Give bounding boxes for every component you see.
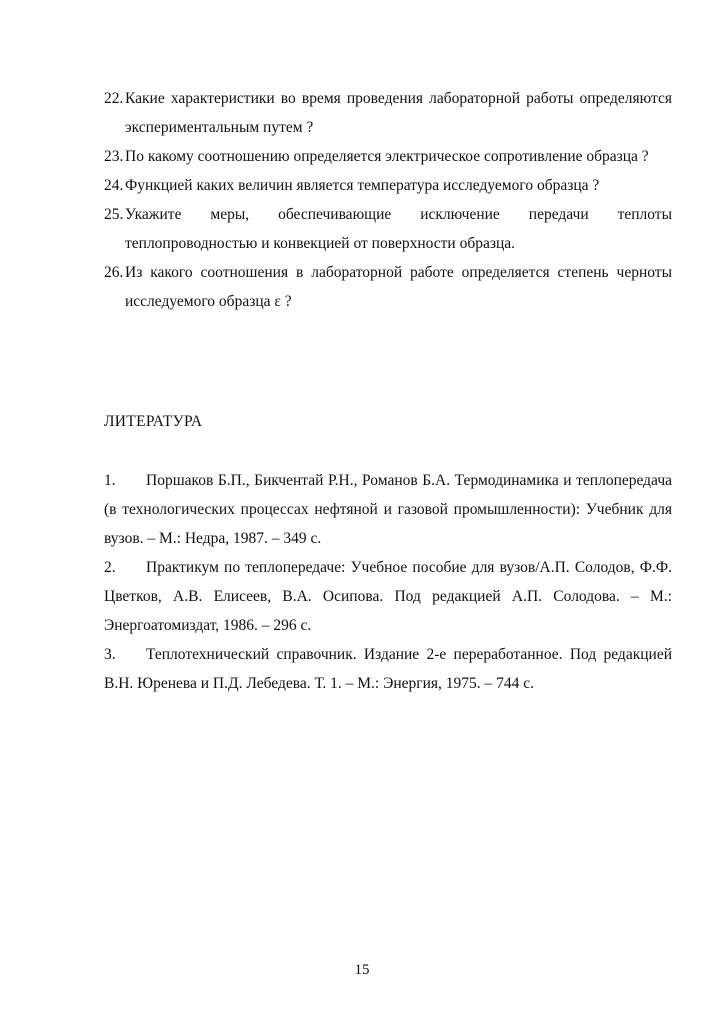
question-number: 22.	[104, 90, 124, 107]
reference-number: 1.	[104, 472, 116, 489]
question-item	[104, 142, 672, 171]
reference-item	[104, 553, 672, 640]
page-number: 15	[354, 962, 370, 978]
question-text: Какие характеристики во время проведения лабораторной работы определяются экспериментальным путем ?	[125, 90, 672, 136]
question-item	[104, 171, 672, 200]
question-number: 24.	[104, 177, 124, 194]
question-item	[104, 200, 672, 258]
reference-text: Практикум по теплопередаче: Учебное пособие для вузов/А.П. Солодов, Ф.Ф. Цветков, А.В. Елисеев, В.А. Осипова. Под редакцией А.П. Солодова. – М.: Энергоатомиздат, 1986. – 296 с.	[104, 559, 672, 634]
reference-number: 2.	[104, 559, 116, 576]
reference-text: Поршаков Б.П., Бикчентай Р.Н., Романов Б.А. Термодинамика и теплопередача (в технологических процессах нефтяной и газовой промышленности): Учебник для вузов. – М.: Недра, 1987. – 349 с.	[104, 472, 672, 547]
reference-item	[104, 640, 672, 698]
reference-text: Теплотехнический справочник. Издание 2-е переработанное. Под редакцией В.Н. Юренева и П.Д. Лебедева. Т. 1. – М.: Энергия, 1975. – 744 с.	[104, 646, 672, 692]
question-number: 26.	[104, 264, 124, 281]
reference-number: 3.	[104, 646, 116, 663]
question-number: 23.	[104, 148, 124, 165]
question-text: Укажите меры, обеспечивающие исключение передачи теплоты теплопроводностью и конвекцией от поверхности образца.	[125, 206, 672, 252]
questions-list	[104, 84, 672, 316]
question-text: Функцией каких величин является температура исследуемого образца ?	[125, 177, 600, 194]
question-number: 25.	[104, 206, 124, 223]
question-text: По какому соотношению определяется электрическое сопротивление образца ?	[125, 148, 649, 165]
question-text: Из какого соотношения в лабораторной работе определяется степень черноты исследуемого образца ε ?	[125, 264, 672, 310]
references-heading: ЛИТЕРАТУРА	[104, 413, 203, 430]
question-item	[104, 258, 672, 316]
references-list	[104, 466, 672, 698]
reference-item	[104, 466, 672, 553]
question-item	[104, 84, 672, 142]
